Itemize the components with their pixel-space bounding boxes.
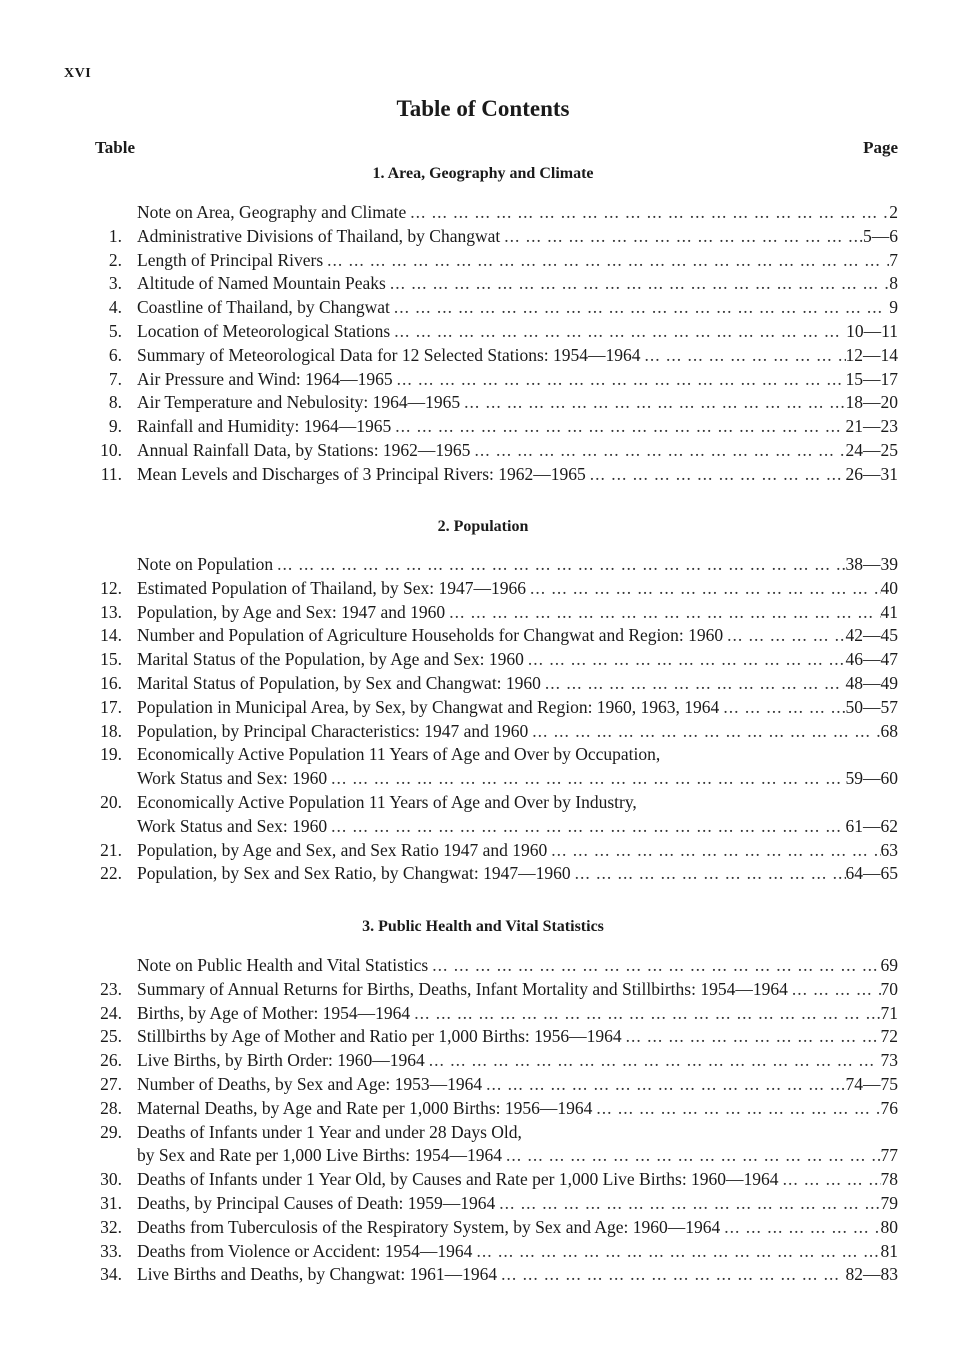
toc-entry[interactable]: [0, 1049, 966, 1073]
toc-entry-number: 32.: [100, 1216, 122, 1237]
toc-entry[interactable]: [0, 1240, 966, 1264]
toc-entry[interactable]: [0, 815, 966, 839]
toc-entry-title: Live Births and Deaths, by Changwat: 1961—1964: [137, 1264, 498, 1285]
toc-entry-number: 33.: [100, 1240, 122, 1261]
toc-section-public-health: [0, 954, 966, 1287]
page-title: Table of Contents: [396, 96, 570, 121]
toc-entry-title: Marital Status of the Population, by Age and Sex: 1960: [137, 649, 524, 670]
toc-entry-page: 41: [880, 601, 898, 622]
toc-entry-title: Coastline of Thailand, by Changwat: [137, 297, 390, 318]
page-number: XVI: [64, 66, 92, 81]
toc-entry-page: 80: [880, 1216, 898, 1237]
toc-entry-title: Location of Meteorological Stations: [137, 320, 391, 341]
toc-entry-line: [137, 624, 898, 648]
toc-entry-line: [137, 415, 898, 439]
dot-leader: [327, 815, 845, 839]
toc-entry[interactable]: [0, 391, 966, 415]
toc-entry[interactable]: [0, 1025, 966, 1049]
toc-entry[interactable]: [0, 225, 966, 249]
toc-section-area-geography-climate: [0, 201, 966, 487]
toc-entry-number: 9.: [108, 416, 122, 437]
toc-entry-line: [137, 672, 898, 696]
toc-entry[interactable]: [0, 463, 966, 487]
toc-entry-title: Births, by Age of Mother: 1954—1964: [137, 1002, 411, 1023]
toc-entry-page: 40: [880, 577, 898, 598]
toc-entry-number: 25.: [100, 1026, 122, 1047]
toc-entry-page: 63: [880, 839, 898, 860]
toc-entry-page: 69: [880, 955, 898, 975]
toc-entry-line: [137, 577, 898, 601]
toc-entry-title: Maternal Deaths, by Age and Rate per 1,000 Births: 1956—1964: [137, 1097, 593, 1118]
toc-entry-page: 81: [880, 1240, 898, 1261]
toc-entry-title: Air Pressure and Wind: 1964—1965: [137, 368, 393, 389]
dot-leader: [720, 1216, 880, 1240]
toc-entry-page: 59—60: [845, 768, 898, 789]
dot-leader: [425, 1049, 881, 1073]
toc-entry-line: [137, 1168, 898, 1192]
toc-entry-number: 13.: [100, 601, 122, 622]
dot-leader: [393, 368, 846, 392]
toc-entry[interactable]: [0, 553, 966, 577]
toc-entry[interactable]: [0, 1216, 966, 1240]
toc-entry[interactable]: [0, 743, 966, 767]
dot-leader: [386, 272, 889, 296]
toc-entry-line: [137, 978, 898, 1002]
toc-entry-line: [137, 839, 898, 863]
toc-entry[interactable]: [0, 1073, 966, 1097]
toc-entry-number: 14.: [100, 625, 122, 646]
toc-entry-line: [137, 862, 898, 886]
dot-leader: [410, 1002, 880, 1026]
toc-entry-title: Population, by Age and Sex: 1947 and 1960: [137, 601, 446, 622]
toc-entry-page: 18—20: [845, 392, 898, 413]
toc-entry-line: [137, 1025, 898, 1049]
toc-entry-page: 73: [880, 1050, 898, 1071]
dot-leader: [428, 954, 880, 978]
toc-entry-line: [137, 1263, 898, 1287]
toc-entry-page: 46—47: [845, 649, 898, 670]
toc-entry[interactable]: [0, 954, 966, 978]
dot-leader: [500, 225, 863, 249]
toc-entry-number: 1.: [108, 225, 122, 246]
dot-leader: [445, 601, 880, 625]
dot-leader: [637, 791, 898, 815]
toc-entry-title: Length of Principal Rivers: [137, 249, 324, 270]
toc-entry-page: 24—25: [845, 439, 898, 460]
toc-entry-title: Number and Population of Agriculture Households for Changwat and Region: 1960: [137, 625, 724, 646]
toc-entry-line: [137, 1240, 898, 1264]
toc-entry[interactable]: [0, 767, 966, 791]
toc-entry[interactable]: [0, 1263, 966, 1287]
toc-entry-line: [137, 1216, 898, 1240]
toc-entry-line: [137, 249, 898, 273]
dot-leader: [719, 696, 845, 720]
dot-leader: [541, 672, 846, 696]
toc-entry-page: 10—11: [846, 320, 898, 341]
toc-entry-page: 8: [889, 273, 898, 294]
toc-entry-title: Live Births, by Birth Order: 1960—1964: [137, 1050, 425, 1071]
dot-leader: [406, 201, 889, 225]
dot-leader: [470, 439, 845, 463]
toc-entry-line: [137, 601, 898, 625]
toc-entry-page: 74—75: [845, 1073, 898, 1094]
toc-entry-page: 72: [880, 1026, 898, 1047]
toc-entry-line: [137, 553, 898, 577]
dot-leader: [660, 743, 898, 767]
dot-leader: [641, 344, 846, 368]
toc-entry-line: [137, 1049, 898, 1073]
toc-entry-line: [137, 439, 898, 463]
toc-entry-line: [137, 1144, 898, 1168]
toc-entry-page: 42—45: [845, 625, 898, 646]
toc-entry-number: 15.: [100, 649, 122, 670]
toc-entry-page: 64—65: [845, 863, 898, 884]
toc-entry-title: Estimated Population of Thailand, by Sex: 1947—1966: [137, 577, 527, 598]
toc-section-population: [0, 553, 966, 886]
toc-entry-page: 48—49: [845, 672, 898, 693]
dot-leader: [547, 839, 880, 863]
toc-entry-line: [137, 954, 898, 978]
toc-entry-number: 7.: [108, 368, 122, 389]
toc-entry-page: 76: [880, 1097, 898, 1118]
toc-entry-number: 28.: [100, 1097, 122, 1118]
toc-entry[interactable]: [0, 415, 966, 439]
toc-entry[interactable]: [0, 791, 966, 815]
toc-entry-page: 26—31: [845, 463, 898, 484]
toc-entry-title: Population, by Principal Characteristics: 1947 and 1960: [137, 720, 529, 741]
toc-entry-page: 2: [889, 202, 898, 222]
toc-entry-title: Summary of Annual Returns for Births, Deaths, Infant Mortality and Stillbirths: 1954—1964: [137, 978, 788, 999]
toc-entry-number: 12.: [100, 577, 122, 598]
toc-entry-line: [137, 1121, 898, 1145]
dot-leader: [524, 648, 846, 672]
toc-entry-page: 15—17: [845, 368, 898, 389]
dot-leader: [460, 391, 845, 415]
toc-entry-line: [137, 815, 898, 839]
toc-entry[interactable]: [0, 1192, 966, 1216]
toc-entry-number: 31.: [100, 1192, 122, 1213]
toc-entry-title: Population, by Age and Sex, and Sex Ratio 1947 and 1960: [137, 839, 548, 860]
toc-entry-page: 70: [880, 978, 898, 999]
toc-entry-page: 38—39: [845, 554, 898, 574]
dot-leader: [586, 463, 846, 487]
toc-entry-title: Administrative Divisions of Thailand, by Changwat: [137, 225, 501, 246]
toc-entry-number: 26.: [100, 1050, 122, 1071]
toc-entry[interactable]: [0, 1002, 966, 1026]
dot-leader: [472, 1240, 880, 1264]
toc-entry[interactable]: [0, 1097, 966, 1121]
toc-entry-title: Population, by Sex and Sex Ratio, by Changwat: 1947—1960: [137, 863, 571, 884]
toc-entry-line: [137, 791, 898, 815]
toc-entry-line: [137, 391, 898, 415]
toc-entry-number: 29.: [100, 1121, 122, 1142]
toc-entry-title: Economically Active Population 11 Years of Age and Over by Industry,: [137, 791, 637, 812]
toc-entry-line: [137, 201, 898, 225]
toc-entry-line: [137, 743, 898, 767]
dot-leader: [528, 720, 880, 744]
toc-entry[interactable]: [0, 862, 966, 886]
toc-entry-number: 23.: [100, 978, 122, 999]
toc-entry[interactable]: [0, 624, 966, 648]
toc-entry-number: 22.: [100, 863, 122, 884]
toc-entry-title: Note on Public Health and Vital Statistics: [137, 955, 429, 975]
toc-entry[interactable]: [0, 696, 966, 720]
toc-entry-page: 82—83: [845, 1264, 898, 1285]
toc-entry-page: 9: [889, 297, 898, 318]
toc-entry-title: Deaths from Violence or Accident: 1954—1964: [137, 1240, 473, 1261]
toc-entry-number: 21.: [100, 839, 122, 860]
toc-entry[interactable]: [0, 577, 966, 601]
toc-entry[interactable]: [0, 249, 966, 273]
toc-entry[interactable]: [0, 439, 966, 463]
toc-entry-line: [137, 1073, 898, 1097]
toc-entry[interactable]: [0, 1144, 966, 1168]
toc-entry-line: [137, 720, 898, 744]
toc-entry[interactable]: [0, 1121, 966, 1145]
toc-entry-title: Stillbirths by Age of Mother and Ratio per 1,000 Births: 1956—1964: [137, 1026, 622, 1047]
toc-entry-title: Work Status and Sex: 1960: [137, 768, 328, 789]
toc-entry-line: [137, 344, 898, 368]
toc-entry-line: [137, 296, 898, 320]
toc-entry[interactable]: [0, 344, 966, 368]
toc-entry-line: [137, 320, 898, 344]
toc-entry-title: Marital Status of Population, by Sex and Changwat: 1960: [137, 672, 541, 693]
toc-entry-line: [137, 767, 898, 791]
toc-entry-line: [137, 368, 898, 392]
toc-entry-line: [137, 463, 898, 487]
toc-entry[interactable]: [0, 201, 966, 225]
toc-entry-line: [137, 648, 898, 672]
toc-entry-number: 16.: [100, 672, 122, 693]
toc-entry-number: 11.: [100, 463, 122, 484]
toc-entry-page: 12—14: [845, 344, 898, 365]
dot-leader: [391, 415, 845, 439]
dot-leader: [522, 1121, 898, 1145]
toc-entry-number: 34.: [100, 1264, 122, 1285]
toc-entry-line: [137, 225, 898, 249]
table-column-header: Table: [95, 138, 136, 157]
toc-entry-line: [137, 1097, 898, 1121]
dot-leader: [273, 553, 845, 577]
toc-entry[interactable]: [0, 320, 966, 344]
toc-entry-number: 20.: [100, 791, 122, 812]
toc-entry[interactable]: [0, 672, 966, 696]
toc-entry-title: Number of Deaths, by Sex and Age: 1953—1964: [137, 1073, 483, 1094]
toc-entry-title: Deaths of Infants under 1 Year Old, by Causes and Rate per 1,000 Live Births: 1960—1964: [137, 1169, 779, 1190]
toc-entry[interactable]: [0, 296, 966, 320]
section-heading-population: 2. Population: [437, 518, 529, 535]
toc-entry-title: Note on Population: [137, 554, 274, 574]
toc-entry[interactable]: [0, 978, 966, 1002]
toc-entry-title: by Sex and Rate per 1,000 Live Births: 1954—1964: [137, 1145, 503, 1166]
toc-entry-page: 71: [880, 1002, 898, 1023]
toc-entry-page: 21—23: [845, 416, 898, 437]
toc-entry-title: Annual Rainfall Data, by Stations: 1962—1965: [137, 439, 471, 460]
toc-entry-title: Altitude of Named Mountain Peaks: [137, 273, 386, 294]
toc-entry-line: [137, 272, 898, 296]
toc-entry-number: 19.: [100, 744, 122, 765]
toc-entry-number: 2.: [108, 249, 122, 270]
toc-entry-number: 5.: [108, 320, 122, 341]
toc-entry-title: Deaths from Tuberculosis of the Respiratory System, by Sex and Age: 1960—1964: [137, 1216, 721, 1237]
page-column-header: Page: [863, 138, 898, 157]
toc-entry[interactable]: [0, 368, 966, 392]
toc-entry-page: 68: [880, 720, 898, 741]
dot-leader: [390, 320, 846, 344]
toc-entry-page: 5—6: [863, 225, 898, 246]
toc-entry-title: Deaths, by Principal Causes of Death: 1959—1964: [137, 1192, 496, 1213]
toc-entry-page: 61—62: [845, 815, 898, 836]
dot-leader: [571, 862, 846, 886]
dot-leader: [497, 1263, 845, 1287]
toc-entry-line: [137, 1002, 898, 1026]
toc-entry[interactable]: [0, 601, 966, 625]
toc-entry-title: Population in Municipal Area, by Sex, by Changwat and Region: 1960, 1963, 1964: [137, 696, 720, 717]
dot-leader: [779, 1168, 881, 1192]
dot-leader: [502, 1144, 880, 1168]
toc-entry-line: [137, 696, 898, 720]
toc-entry[interactable]: [0, 839, 966, 863]
toc-entry-page: 50—57: [845, 696, 898, 717]
toc-entry-title: Summary of Meteorological Data for 12 Selected Stations: 1954—1964: [137, 344, 641, 365]
toc-entry-page: 77: [880, 1145, 898, 1166]
dot-leader: [788, 978, 881, 1002]
dot-leader: [592, 1097, 880, 1121]
dot-leader: [723, 624, 845, 648]
dot-leader: [390, 296, 889, 320]
dot-leader: [327, 767, 845, 791]
toc-entry-title: Note on Area, Geography and Climate: [137, 202, 407, 222]
toc-entry-title: Mean Levels and Discharges of 3 Principal Rivers: 1962—1965: [137, 463, 586, 484]
toc-entry-page: 7: [889, 249, 898, 270]
section-heading-public-health: 3. Public Health and Vital Statistics: [362, 918, 604, 935]
toc-entry-title: Air Temperature and Nebulosity: 1964—1965: [137, 392, 461, 413]
toc-entry-number: 6.: [108, 344, 122, 365]
toc-entry[interactable]: [0, 720, 966, 744]
toc-entry-number: 8.: [108, 392, 122, 413]
dot-leader: [323, 249, 889, 273]
dot-leader: [495, 1192, 880, 1216]
toc-entry[interactable]: [0, 272, 966, 296]
toc-entry-line: [137, 1192, 898, 1216]
dot-leader: [622, 1025, 881, 1049]
dot-leader: [526, 577, 880, 601]
toc-entry-title: Work Status and Sex: 1960: [137, 815, 328, 836]
toc-entry-number: 24.: [100, 1002, 122, 1023]
toc-entry-title: Economically Active Population 11 Years of Age and Over by Occupation,: [137, 744, 661, 765]
section-heading-area-geography-climate: 1. Area, Geography and Climate: [372, 165, 594, 182]
toc-entry[interactable]: [0, 648, 966, 672]
dot-leader: [482, 1073, 845, 1097]
toc-entry-number: 30.: [100, 1169, 122, 1190]
toc-entry[interactable]: [0, 1168, 966, 1192]
toc-entry-page: 78: [880, 1169, 898, 1190]
toc-entry-title: Rainfall and Humidity: 1964—1965: [137, 416, 392, 437]
toc-entry-number: 27.: [100, 1073, 122, 1094]
toc-entry-page: 79: [880, 1192, 898, 1213]
toc-entry-number: 17.: [100, 696, 122, 717]
toc-entry-number: 18.: [100, 720, 122, 741]
toc-entry-number: 4.: [108, 297, 122, 318]
toc-entry-number: 10.: [100, 439, 122, 460]
toc-entry-title: Deaths of Infants under 1 Year and under 28 Days Old,: [137, 1121, 522, 1142]
toc-entry-number: 3.: [108, 273, 122, 294]
